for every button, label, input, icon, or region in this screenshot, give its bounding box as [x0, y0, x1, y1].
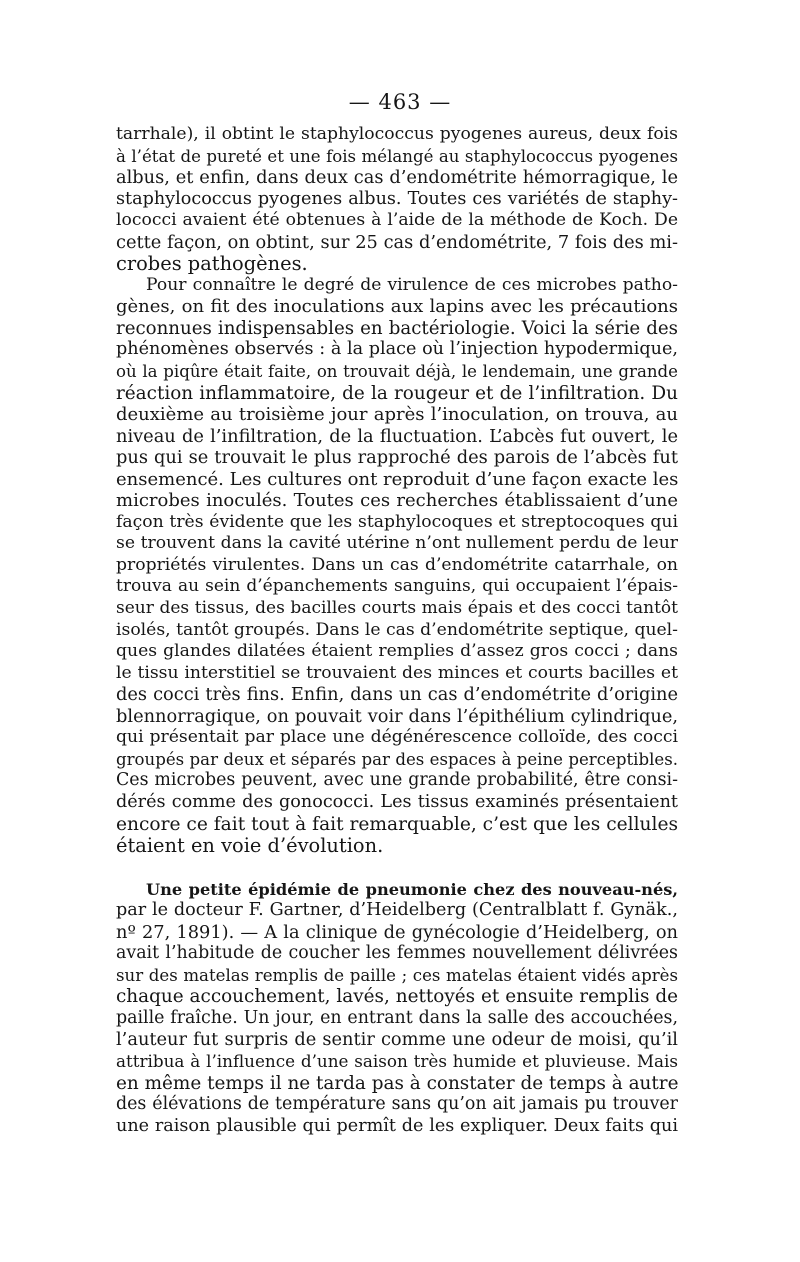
page-number: — 463 — [348, 90, 452, 114]
text-line: groupés par deux et séparés par des espaces à peine perceptibles. [116, 749, 678, 769]
text-line: microbes inoculés. Toutes ces recherches établissaient d’une [116, 490, 678, 512]
text-line: attribua à l’influence d’une saison très humide et pluvieuse. Mais [116, 1050, 678, 1071]
section-gap [116, 857, 678, 879]
text-line: avait l’habitude de coucher les femmes nouvellement délivrées [116, 943, 678, 964]
text-line: deuxième au troisième jour après l’inoculation, on trouva, au [116, 404, 678, 426]
text-line: chaque accouchement, lavés, nettoyés et ensuite remplis de [116, 986, 678, 1008]
text-line: des cocci très fins. Enfin, dans un cas d’endométrite d’origine [116, 684, 678, 706]
text-line: se trouvent dans la cavité utérine n’ont nullement perdu de leur [116, 533, 678, 554]
text-line: crobes pathogènes. [116, 252, 308, 276]
text-line: le tissu interstitiel se trouvaient des minces et courts bacilles et [116, 662, 678, 683]
paragraph-2 [116, 275, 678, 857]
text-line: staphylococcus pyogenes albus. Toutes ces variétés de staphy- [116, 188, 678, 209]
text-line: qui présentait par place une dégénérescence colloïde, des cocci [116, 727, 678, 748]
text-line: dérés comme des gonococci. Les tissus examinés présentaient [116, 791, 678, 812]
text-line: pus qui se trouvait le plus rapproché des parois de l’abcès fut [116, 447, 678, 469]
text-line: tarrhale), il obtint le staphylococcus pyogenes aureus, deux fois [116, 124, 678, 144]
text-line: albus, et enfin, dans deux cas d’endométrite hémorragique, le [116, 167, 678, 189]
text-line: ensemencé. Les cultures ont reproduit d’une façon exacte les [116, 468, 679, 490]
text-line: encore ce fait tout à fait remarquable, c’est que les cellules [116, 813, 678, 835]
text-line: gènes, on fit des inoculations aux lapins avec les précautions [116, 296, 678, 318]
paragraph-3 [116, 879, 678, 1138]
text-line: à l’état de pureté et une fois mélangé au staphylococcus pyogenes [116, 146, 678, 166]
text-line: Pour connaître le degré de virulence de ces microbes patho- [146, 274, 678, 295]
paragraph-1 [116, 124, 678, 275]
text-line: l’auteur fut surpris de sentir comme une odeur de moisi, qu’il [116, 1029, 678, 1051]
text-line: propriétés virulentes. Dans un cas d’endométrite catarrhale, on [116, 554, 678, 575]
text-line: façon très évidente que les staphylocoques et streptocoques qui [116, 511, 678, 532]
body-text [116, 124, 678, 1137]
text-line: en même temps il ne tarda pas à constater de temps à autre [116, 1072, 679, 1094]
text-line: blennorragique, on pouvait voir dans l’épithélium cylindrique, [116, 705, 678, 727]
text-line: niveau de l’infiltration, de la fluctuation. L’abcès fut ouvert, le [116, 425, 678, 447]
text-line: cette façon, on obtint, sur 25 cas d’endométrite, 7 fois des mi- [116, 231, 678, 253]
text-line: des élévations de température sans qu’on ait jamais pu trouver [116, 1094, 678, 1115]
text-line: sur des matelas remplis de paille ; ces matelas étaient vidés après [116, 965, 678, 985]
text-line: isolés, tantôt groupés. Dans le cas d’endométrite septique, quel- [116, 619, 678, 640]
text-line: paille fraîche. Un jour, en entrant dans la salle des accouchées, [116, 1007, 678, 1028]
section-heading: Une petite épidémie de pneumonie chez des nouveau-nés, [146, 879, 678, 899]
text-line: Ces microbes peuvent, avec une grande probabilité, être consi- [116, 770, 678, 791]
text-line: étaient en voie d’évolution. [116, 834, 384, 858]
text-line: une raison plausible qui permît de les expliquer. Deux faits qui [116, 1115, 678, 1136]
text-line: nº 27, 1891). — A la clinique de gynécologie d’Heidelberg, on [116, 921, 678, 943]
text-line: où la piqûre était faite, on trouvait déjà, le lendemain, une grande [116, 362, 678, 382]
text-line: trouva au sein d’épanchements sanguins, qui occupaient l’épais- [116, 576, 678, 597]
text-line: reconnues indispensables en bactériologie. Voici la série des [116, 317, 678, 339]
text-line: par le docteur F. Gartner, d’Heidelberg (Centralblatt f. Gynäk., [116, 900, 678, 921]
text-line: ques glandes dilatées étaient remplies d’assez gros cocci ; dans [116, 641, 678, 662]
text-line: lococci avaient été obtenues à l’aide de la méthode de Koch. De [116, 210, 678, 231]
text-line: seur des tissus, des bacilles courts mais épais et des cocci tantôt [116, 598, 678, 619]
text-line: phénomènes observés : à la place où l’injection hypodermique, [116, 339, 678, 360]
text-line: réaction inflammatoire, de la rougeur et de l’infiltration. Du [116, 382, 678, 404]
